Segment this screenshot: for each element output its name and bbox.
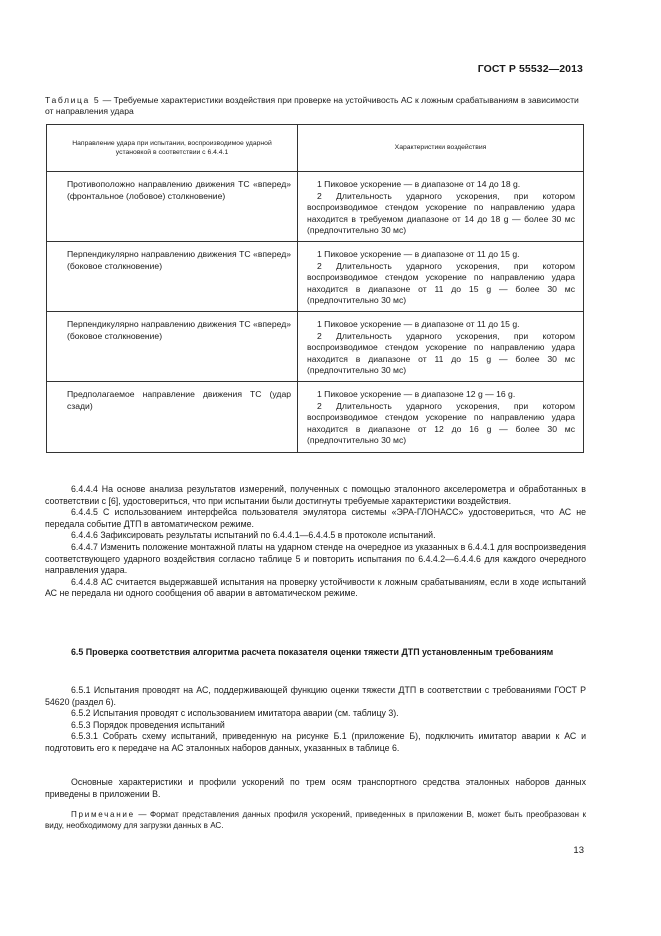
main-characteristics-text	[45, 777, 586, 800]
direction-cell: Перпендикулярно направлению движения ТС «вперед» (боковое столкновение)	[47, 312, 298, 382]
note-text: — Формат представления данных профиля ускорений, приведенных в приложении В, может быть преобразован к виду, необходимому для загрузки данных в АС.	[45, 810, 586, 830]
table-caption-label: Таблица 5	[45, 95, 101, 105]
paragraph-6-4-4-6: 6.4.4.6 Зафиксировать результаты испытаний по 6.4.4.1—6.4.4.5 в протоколе испытаний.	[71, 530, 436, 541]
peak-acceleration-text: 1 Пиковое ускорение — в диапазоне от 11 до 15 g.	[317, 249, 520, 259]
paragraph-main-characteristics: Основные характеристики и профили ускорений по трем осям транспортного средства эталонных наборов данных приведены в приложении В.	[45, 777, 586, 799]
peak-acceleration-text: 1 Пиковое ускорение — в диапазоне от 14 до 18 g.	[317, 179, 521, 189]
table-row	[47, 382, 584, 453]
peak-acceleration-text: 1 Пиковое ускорение — в диапазоне от 11 до 15 g.	[317, 319, 520, 329]
characteristics-cell	[298, 382, 584, 453]
column-header-direction: Направление удара при испытании, воспроизводимое ударной установкой в соответствии с 6.4.4.1	[47, 125, 298, 172]
direction-cell: Противоположно направлению движения ТС «вперед» (фронтальное (лобовое) столкновение)	[47, 172, 298, 242]
section-6-4-4-text	[45, 484, 586, 600]
paragraph-6-5-1: 6.5.1 Испытания проводят на АС, поддерживающей функцию оценки тяжести ДТП в соответствии с требованиями ГОСТ Р 54620 (раздел 6).	[45, 685, 586, 707]
paragraph-6-4-4-7: 6.4.4.7 Изменить положение монтажной платы на ударном стенде на очередное из указанных в 6.4.4.1 для воспроизведения соответствующего ударного воздействия согласно таблице 5 и повторить испытания по 6.4.4.2—6.4.4.6 для каждого очередного направления удара.	[45, 541, 586, 576]
characteristics-cell	[298, 312, 584, 382]
characteristics-cell	[298, 242, 584, 312]
section-6-5-heading: 6.5 Проверка соответствия алгоритма расчета показателя оценки тяжести ДТП установленным требованиям	[71, 647, 554, 657]
paragraph-6-4-4-5: 6.4.4.5 С использованием интерфейса пользователя эмулятора системы «ЭРА-ГЛОНАСС» удостовериться, что АС не передала событие ДТП в автоматическом режиме.	[45, 507, 586, 529]
table-row	[47, 312, 584, 382]
table-caption-text: — Требуемые характеристики воздействия при проверке на устойчивость АС к ложным срабатываниям в зависимости от направления удара	[45, 95, 579, 116]
paragraph-6-5-3-1: 6.5.3.1 Собрать схему испытаний, приведенную на рисунке Б.1 (приложение Б), подключить имитатор аварии к АС и подготовить его к передаче на АС эталонных наборов данных, указанных в таблице 6.	[45, 731, 586, 753]
duration-text: 2 Длительность ударного ускорения, при котором воспроизводимое стендом ускорение по направлению удара находится в диапазоне от 11 до 15 g — более 30 мс (предпочтительно 30 мс)	[307, 260, 575, 305]
duration-text: 2 Длительность ударного ускорения, при котором воспроизводимое стендом ускорение по направлению удара находится в диапазоне от 11 до 15 g — более 30 мс (предпочтительно 30 мс)	[307, 330, 575, 375]
page-number: 13	[573, 845, 584, 856]
section-6-5-text	[45, 685, 586, 755]
table-caption	[45, 95, 585, 117]
document-number: ГОСТ Р 55532—2013	[477, 63, 583, 75]
duration-text: 2 Длительность ударного ускорения, при котором воспроизводимое стендом ускорение по направлению удара находится в требуемом диапазоне от 14 до 18 g — более 30 мс (предпочтительно 30 мс)	[307, 190, 575, 235]
note-label: Примечание	[71, 810, 135, 819]
duration-text: 2 Длительность ударного ускорения, при котором воспроизводимое стендом ускорение по направлению удара находится в диапазоне от 12 до 16 g — более 30 мс (предпочтительно 30 мс)	[307, 400, 575, 445]
paragraph-6-5-3: 6.5.3 Порядок проведения испытаний	[71, 719, 225, 730]
peak-acceleration-text: 1 Пиковое ускорение — в диапазоне 12 g — 16 g.	[317, 389, 516, 399]
characteristics-cell	[298, 172, 584, 242]
table-header-row	[47, 125, 584, 172]
paragraph-6-4-4-4: 6.4.4.4 На основе анализа результатов измерений, полученных с помощью эталонного акселерометра и обработанных в соответствии с [6], удостовериться, что при испытании были достигнуты требуемые характеристики воздействия.	[45, 484, 586, 506]
paragraph-6-4-4-8: 6.4.4.8 АС считается выдержавшей испытания на проверку устойчивости к ложным срабатываниям, если в ходе испытаний АС не передала ни одного сообщения об аварии в автоматическом режиме.	[45, 576, 586, 599]
direction-cell: Перпендикулярно направлению движения ТС «вперед» (боковое столкновение)	[47, 242, 298, 312]
table-row	[47, 172, 584, 242]
note	[45, 809, 586, 831]
table-row	[47, 242, 584, 312]
direction-cell: Предполагаемое направление движения ТС (удар сзади)	[47, 382, 298, 453]
paragraph-6-5-2: 6.5.2 Испытания проводят с использованием имитатора аварии (см. таблицу 3).	[71, 708, 399, 719]
column-header-characteristics: Характеристики воздействия	[298, 125, 584, 172]
table-5	[46, 124, 584, 453]
